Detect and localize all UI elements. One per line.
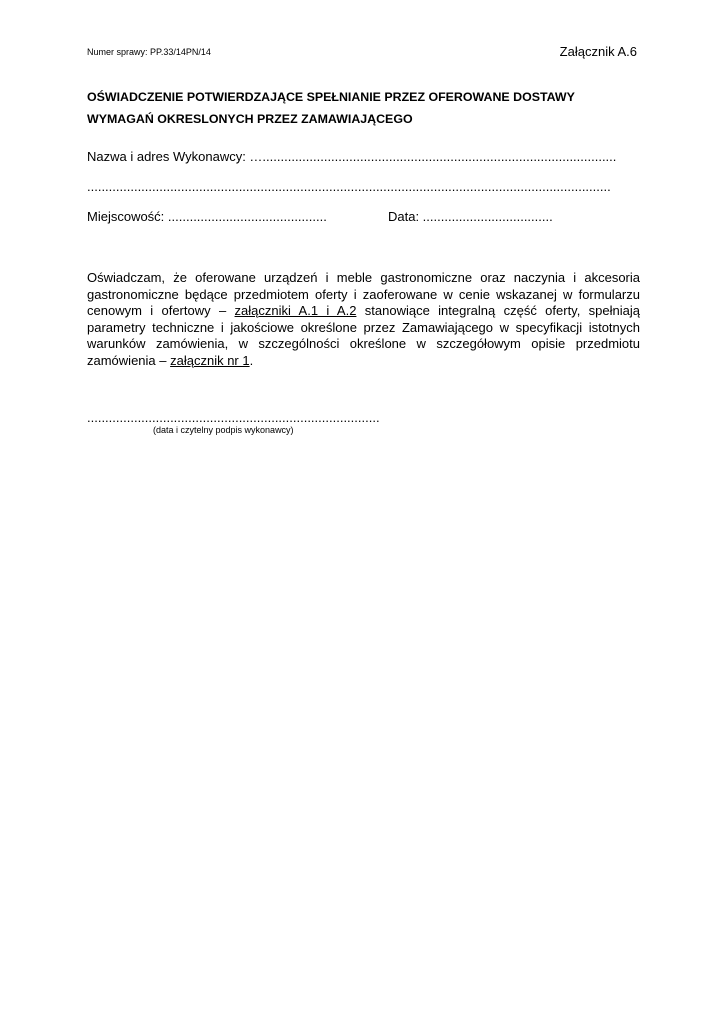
attachment-label: Załącznik A.6 xyxy=(559,44,637,59)
statement-text-2: stanowiące integralną część oferty, spełniają parametry techniczne i jakościowe określone przez Zamawiającego w specyfikacji istotnych warunków zamówienia, w szczególności określone w szczegółowym opisie przedmiotu zamówienia – xyxy=(87,303,640,368)
contractor-field-continuation: ................................................................................................................................................. xyxy=(87,179,611,194)
signature-caption: (data i czytelny podpis wykonawcy) xyxy=(153,425,294,435)
statement-text-1: Oświadczam, że oferowane urządzeń i meble gastronomiczne oraz naczynia i akcesoria gastronomiczne będące przedmiotem oferty i zaoferowane w cenie wskazanej w formularzu cenowym i ofertowy – xyxy=(87,270,640,318)
place-field: Miejscowość: ............................................ xyxy=(87,209,327,224)
date-field: Data: .................................... xyxy=(388,209,553,224)
attachments-reference: załączniki A.1 i A.2 xyxy=(234,303,357,318)
title-line-2: WYMAGAŃ OKRESLONYCH PRZEZ ZAMAWIAJĄCEGO xyxy=(87,112,413,126)
case-number: Numer sprawy: PP.33/14PN/14 xyxy=(87,47,211,57)
signature-line: ................................................................................. xyxy=(87,410,380,425)
title-line-1: OŚWIADCZENIE POTWIERDZAJĄCE SPEŁNIANIE PRZEZ OFEROWANE DOSTAWY xyxy=(87,90,575,104)
statement-text-3: . xyxy=(249,352,254,368)
contractor-field: Nazwa i adres Wykonawcy: ….................................................................................................. xyxy=(87,149,617,164)
attachment-1-reference: załącznik nr 1 xyxy=(170,352,250,368)
statement-paragraph xyxy=(87,270,640,369)
document-title xyxy=(87,86,647,130)
